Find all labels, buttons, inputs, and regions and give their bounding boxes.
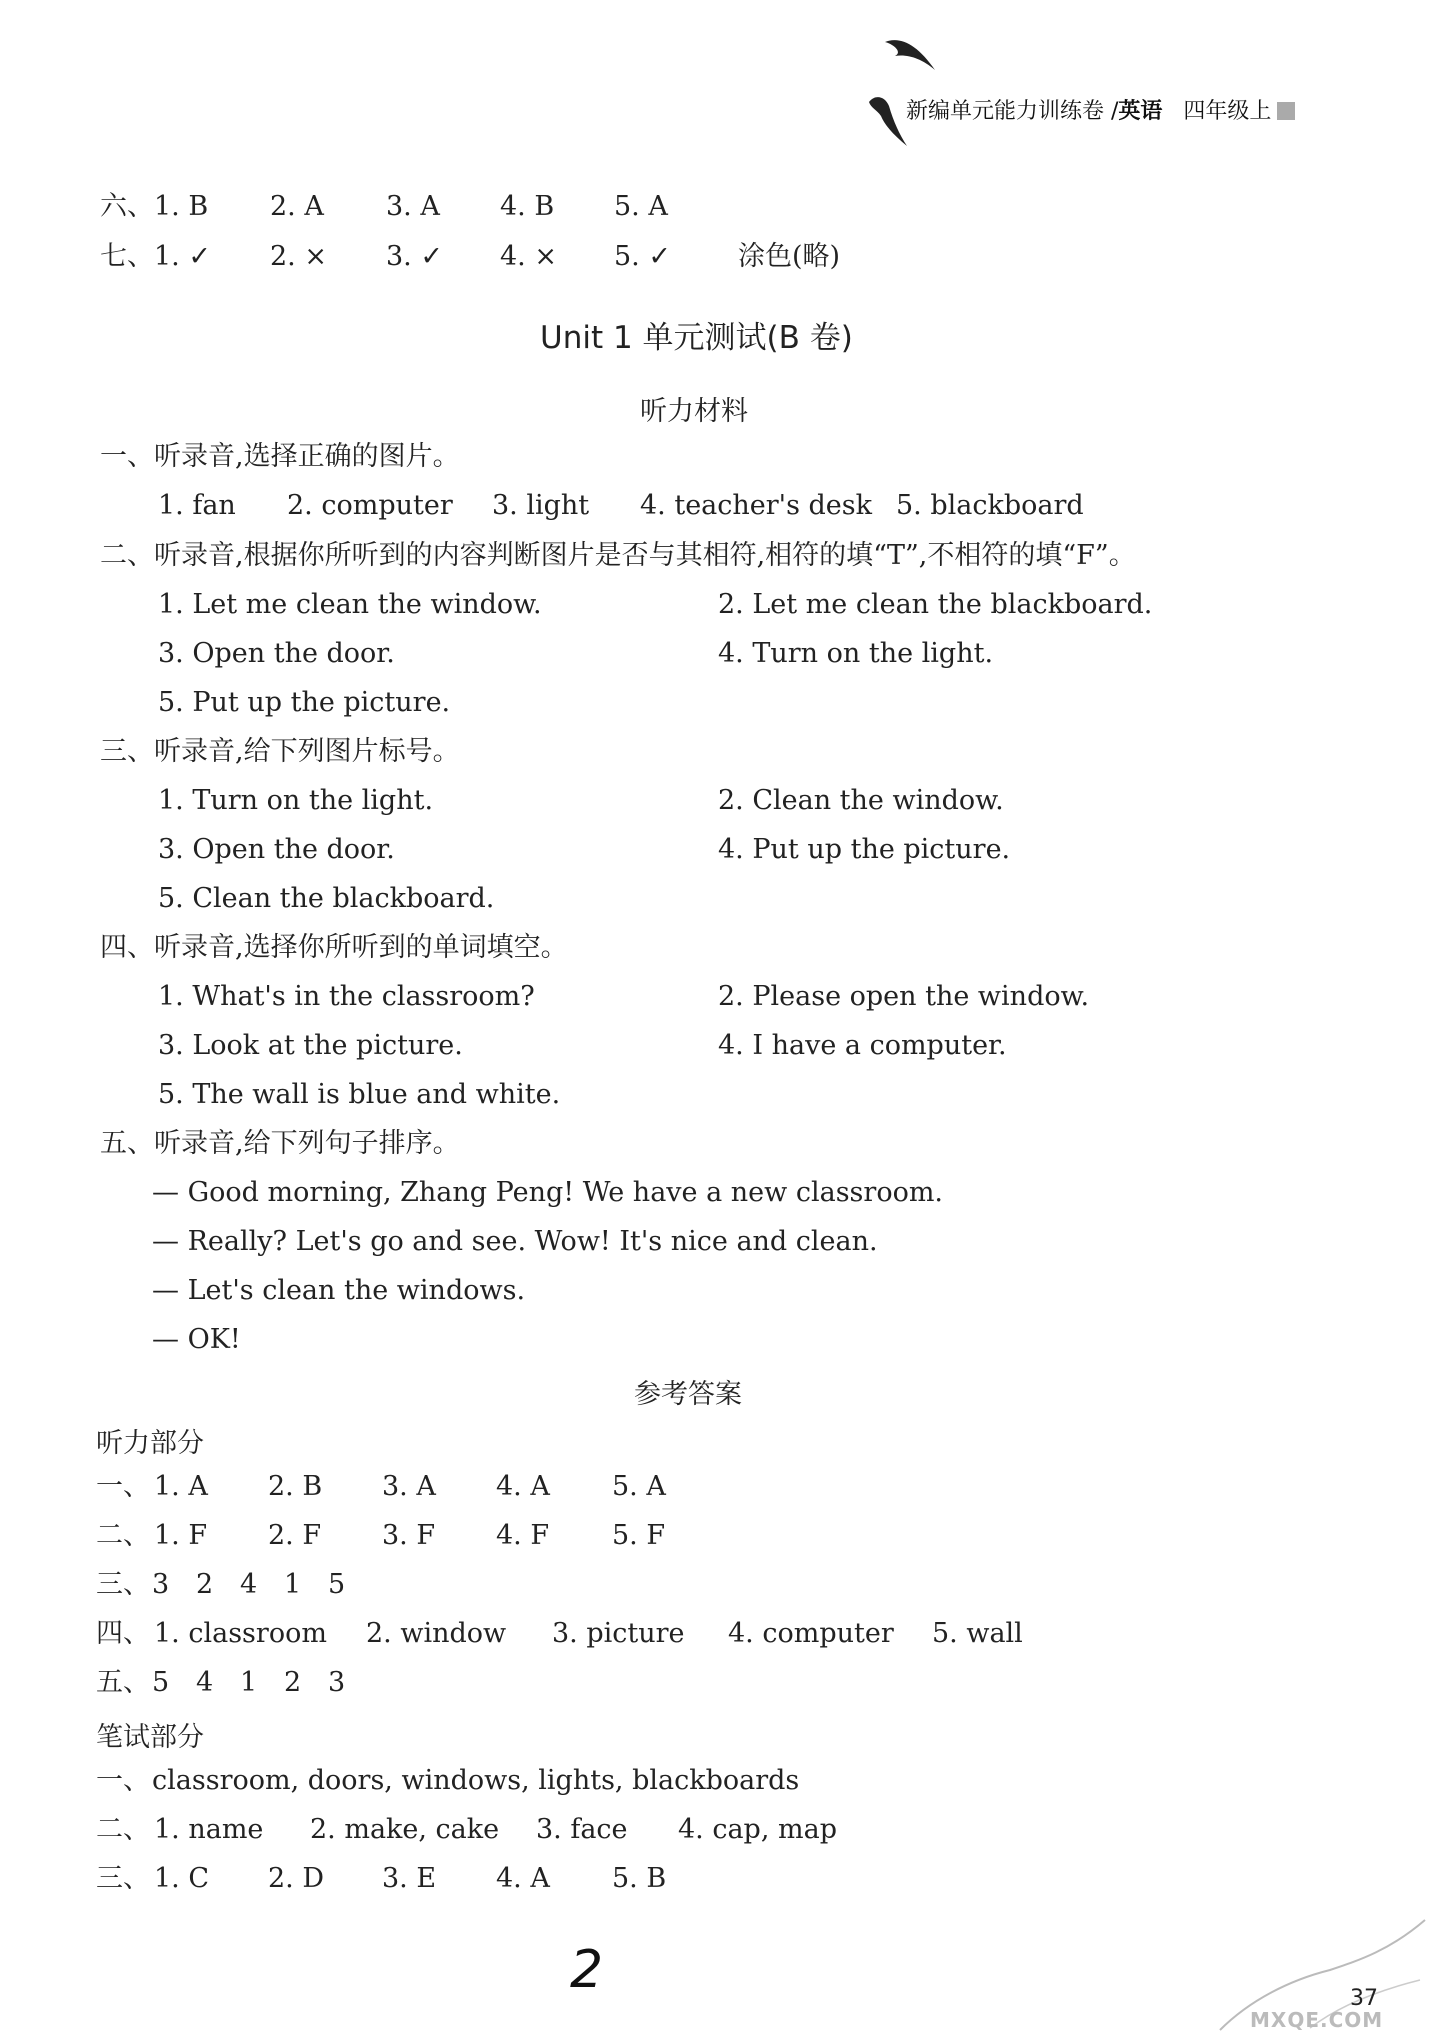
- answer-item: 2. D: [268, 1863, 324, 1894]
- prev-answer-7-item: 2. ×: [270, 241, 327, 272]
- list-item: 4. I have a computer.: [718, 1030, 1007, 1061]
- answer-row-label: 二、: [96, 1520, 150, 1551]
- prev-answer-7-item: 4. ×: [500, 241, 557, 272]
- listening-part-heading: 听力部分: [96, 1428, 204, 1459]
- page-number: 37: [1350, 1986, 1378, 2011]
- prev-answer-6-item: 2. A: [270, 191, 324, 222]
- section-label: 二、听录音,根据你所听到的内容判断图片是否与其相符,相符的填“T”,不相符的填“F”。: [100, 540, 1136, 571]
- row-label: 六、: [100, 191, 154, 222]
- prev-answer-6-item: 1. B: [154, 191, 209, 222]
- answer-row-label: 二、: [96, 1814, 150, 1845]
- section-label: 三、听录音,给下列图片标号。: [100, 736, 460, 767]
- answer-item: classroom, doors, windows, lights, blackboards: [152, 1765, 800, 1796]
- answer-item: 2. F: [268, 1520, 322, 1551]
- list-item: 3. light: [492, 490, 590, 521]
- answers-heading: 参考答案: [634, 1379, 742, 1410]
- answer-item: 1. A: [154, 1471, 208, 1502]
- answer-item: 4: [240, 1569, 258, 1600]
- answer-item: 4. A: [496, 1863, 550, 1894]
- row-label: 七、: [100, 241, 154, 272]
- list-item: 4. teacher's desk: [640, 490, 873, 521]
- answer-item: 3. E: [382, 1863, 437, 1894]
- answer-item: 3: [328, 1667, 346, 1698]
- listening-material-heading: 听力材料: [640, 396, 748, 427]
- prev-answer-6-item: 4. B: [500, 191, 555, 222]
- answer-item: 3. face: [536, 1814, 628, 1845]
- handwritten-mark: 2: [570, 1940, 604, 2000]
- list-item: 5. Put up the picture.: [158, 687, 451, 718]
- header-subject: 英语: [1118, 99, 1163, 124]
- prev-answer-6-item: 5. A: [614, 191, 668, 222]
- answer-item: 4. cap, map: [678, 1814, 837, 1845]
- list-item: 3. Open the door.: [158, 638, 395, 669]
- dialogue-line: — Let's clean the windows.: [152, 1275, 526, 1306]
- answer-item: 5. F: [612, 1520, 666, 1551]
- answer-item: 5: [328, 1569, 346, 1600]
- prev-answer-row-6: [100, 190, 154, 224]
- answer-item: 2: [284, 1667, 302, 1698]
- unit-title: Unit 1 单元测试(B 卷): [540, 320, 853, 356]
- list-item: 3. Look at the picture.: [158, 1030, 463, 1061]
- section-label: 一、听录音,选择正确的图片。: [100, 441, 460, 472]
- answer-item: 3. A: [382, 1471, 436, 1502]
- bird-logo-icon: [855, 30, 950, 150]
- answer-row-label: 一、: [96, 1471, 150, 1502]
- answer-item: 1. C: [154, 1863, 210, 1894]
- dialogue-line: — OK!: [152, 1324, 241, 1355]
- header-grade: 四年级上: [1183, 99, 1272, 124]
- answer-row-label: 四、: [96, 1618, 150, 1649]
- watermark-text: MXQE.COM: [1250, 2008, 1384, 2032]
- answer-item: 2. window: [366, 1618, 507, 1649]
- answer-item: 4. A: [496, 1471, 550, 1502]
- prev-answer-7-item: 涂色(略): [738, 241, 841, 272]
- section-label: 五、听录音,给下列句子排序。: [100, 1128, 460, 1159]
- answer-item: 1. classroom: [154, 1618, 327, 1649]
- writing-part-heading: 笔试部分: [96, 1722, 204, 1753]
- header-series: 新编单元能力训练卷 /: [906, 99, 1119, 124]
- list-item: 5. The wall is blue and white.: [158, 1079, 561, 1110]
- section-label: 四、听录音,选择你所听到的单词填空。: [100, 932, 568, 963]
- answer-row-label: 三、: [96, 1863, 150, 1894]
- answer-item: 3. picture: [552, 1618, 685, 1649]
- answer-item: 1. name: [154, 1814, 264, 1845]
- prev-answer-7-item: 1. ✓: [154, 241, 211, 272]
- list-item: 1. Let me clean the window.: [158, 589, 542, 620]
- list-item: 2. Please open the window.: [718, 981, 1090, 1012]
- answer-item: 5. A: [612, 1471, 666, 1502]
- answer-row-label: 三、: [96, 1569, 150, 1600]
- answer-item: 5. B: [612, 1863, 667, 1894]
- list-item: 1. fan: [158, 490, 236, 521]
- list-item: 5. Clean the blackboard.: [158, 883, 495, 914]
- answer-item: 4: [196, 1667, 214, 1698]
- list-item: 1. Turn on the light.: [158, 785, 434, 816]
- list-item: 5. blackboard: [896, 490, 1084, 521]
- answer-item: 4. F: [496, 1520, 550, 1551]
- dialogue-line: — Really? Let's go and see. Wow! It's nice and clean.: [152, 1226, 878, 1257]
- list-item: 2. computer: [287, 490, 453, 521]
- answer-item: 5. wall: [932, 1618, 1023, 1649]
- list-item: 2. Let me clean the blackboard.: [718, 589, 1153, 620]
- list-item: 4. Put up the picture.: [718, 834, 1011, 865]
- answer-item: 4. computer: [728, 1618, 894, 1649]
- answer-item: 3. F: [382, 1520, 436, 1551]
- answer-row-label: 五、: [96, 1667, 150, 1698]
- page-header: [906, 94, 1295, 125]
- answer-item: 1: [284, 1569, 302, 1600]
- prev-answer-7-item: 3. ✓: [386, 241, 443, 272]
- answer-item: 2. B: [268, 1471, 323, 1502]
- list-item: 1. What's in the classroom?: [158, 981, 535, 1012]
- list-item: 4. Turn on the light.: [718, 638, 994, 669]
- prev-answer-7-item: 5. ✓: [614, 241, 671, 272]
- answer-item: 1: [240, 1667, 258, 1698]
- dialogue-line: — Good morning, Zhang Peng! We have a new classroom.: [152, 1177, 944, 1208]
- list-item: 3. Open the door.: [158, 834, 395, 865]
- answer-item: 5: [152, 1667, 170, 1698]
- prev-answer-6-item: 3. A: [386, 191, 440, 222]
- header-square-icon: [1277, 102, 1295, 120]
- list-item: 2. Clean the window.: [718, 785, 1004, 816]
- prev-answer-row-7: [100, 240, 154, 274]
- answer-item: 2: [196, 1569, 214, 1600]
- answer-row-label: 一、: [96, 1765, 150, 1796]
- answer-item: 3: [152, 1569, 170, 1600]
- answer-item: 1. F: [154, 1520, 208, 1551]
- answer-item: 2. make, cake: [310, 1814, 500, 1845]
